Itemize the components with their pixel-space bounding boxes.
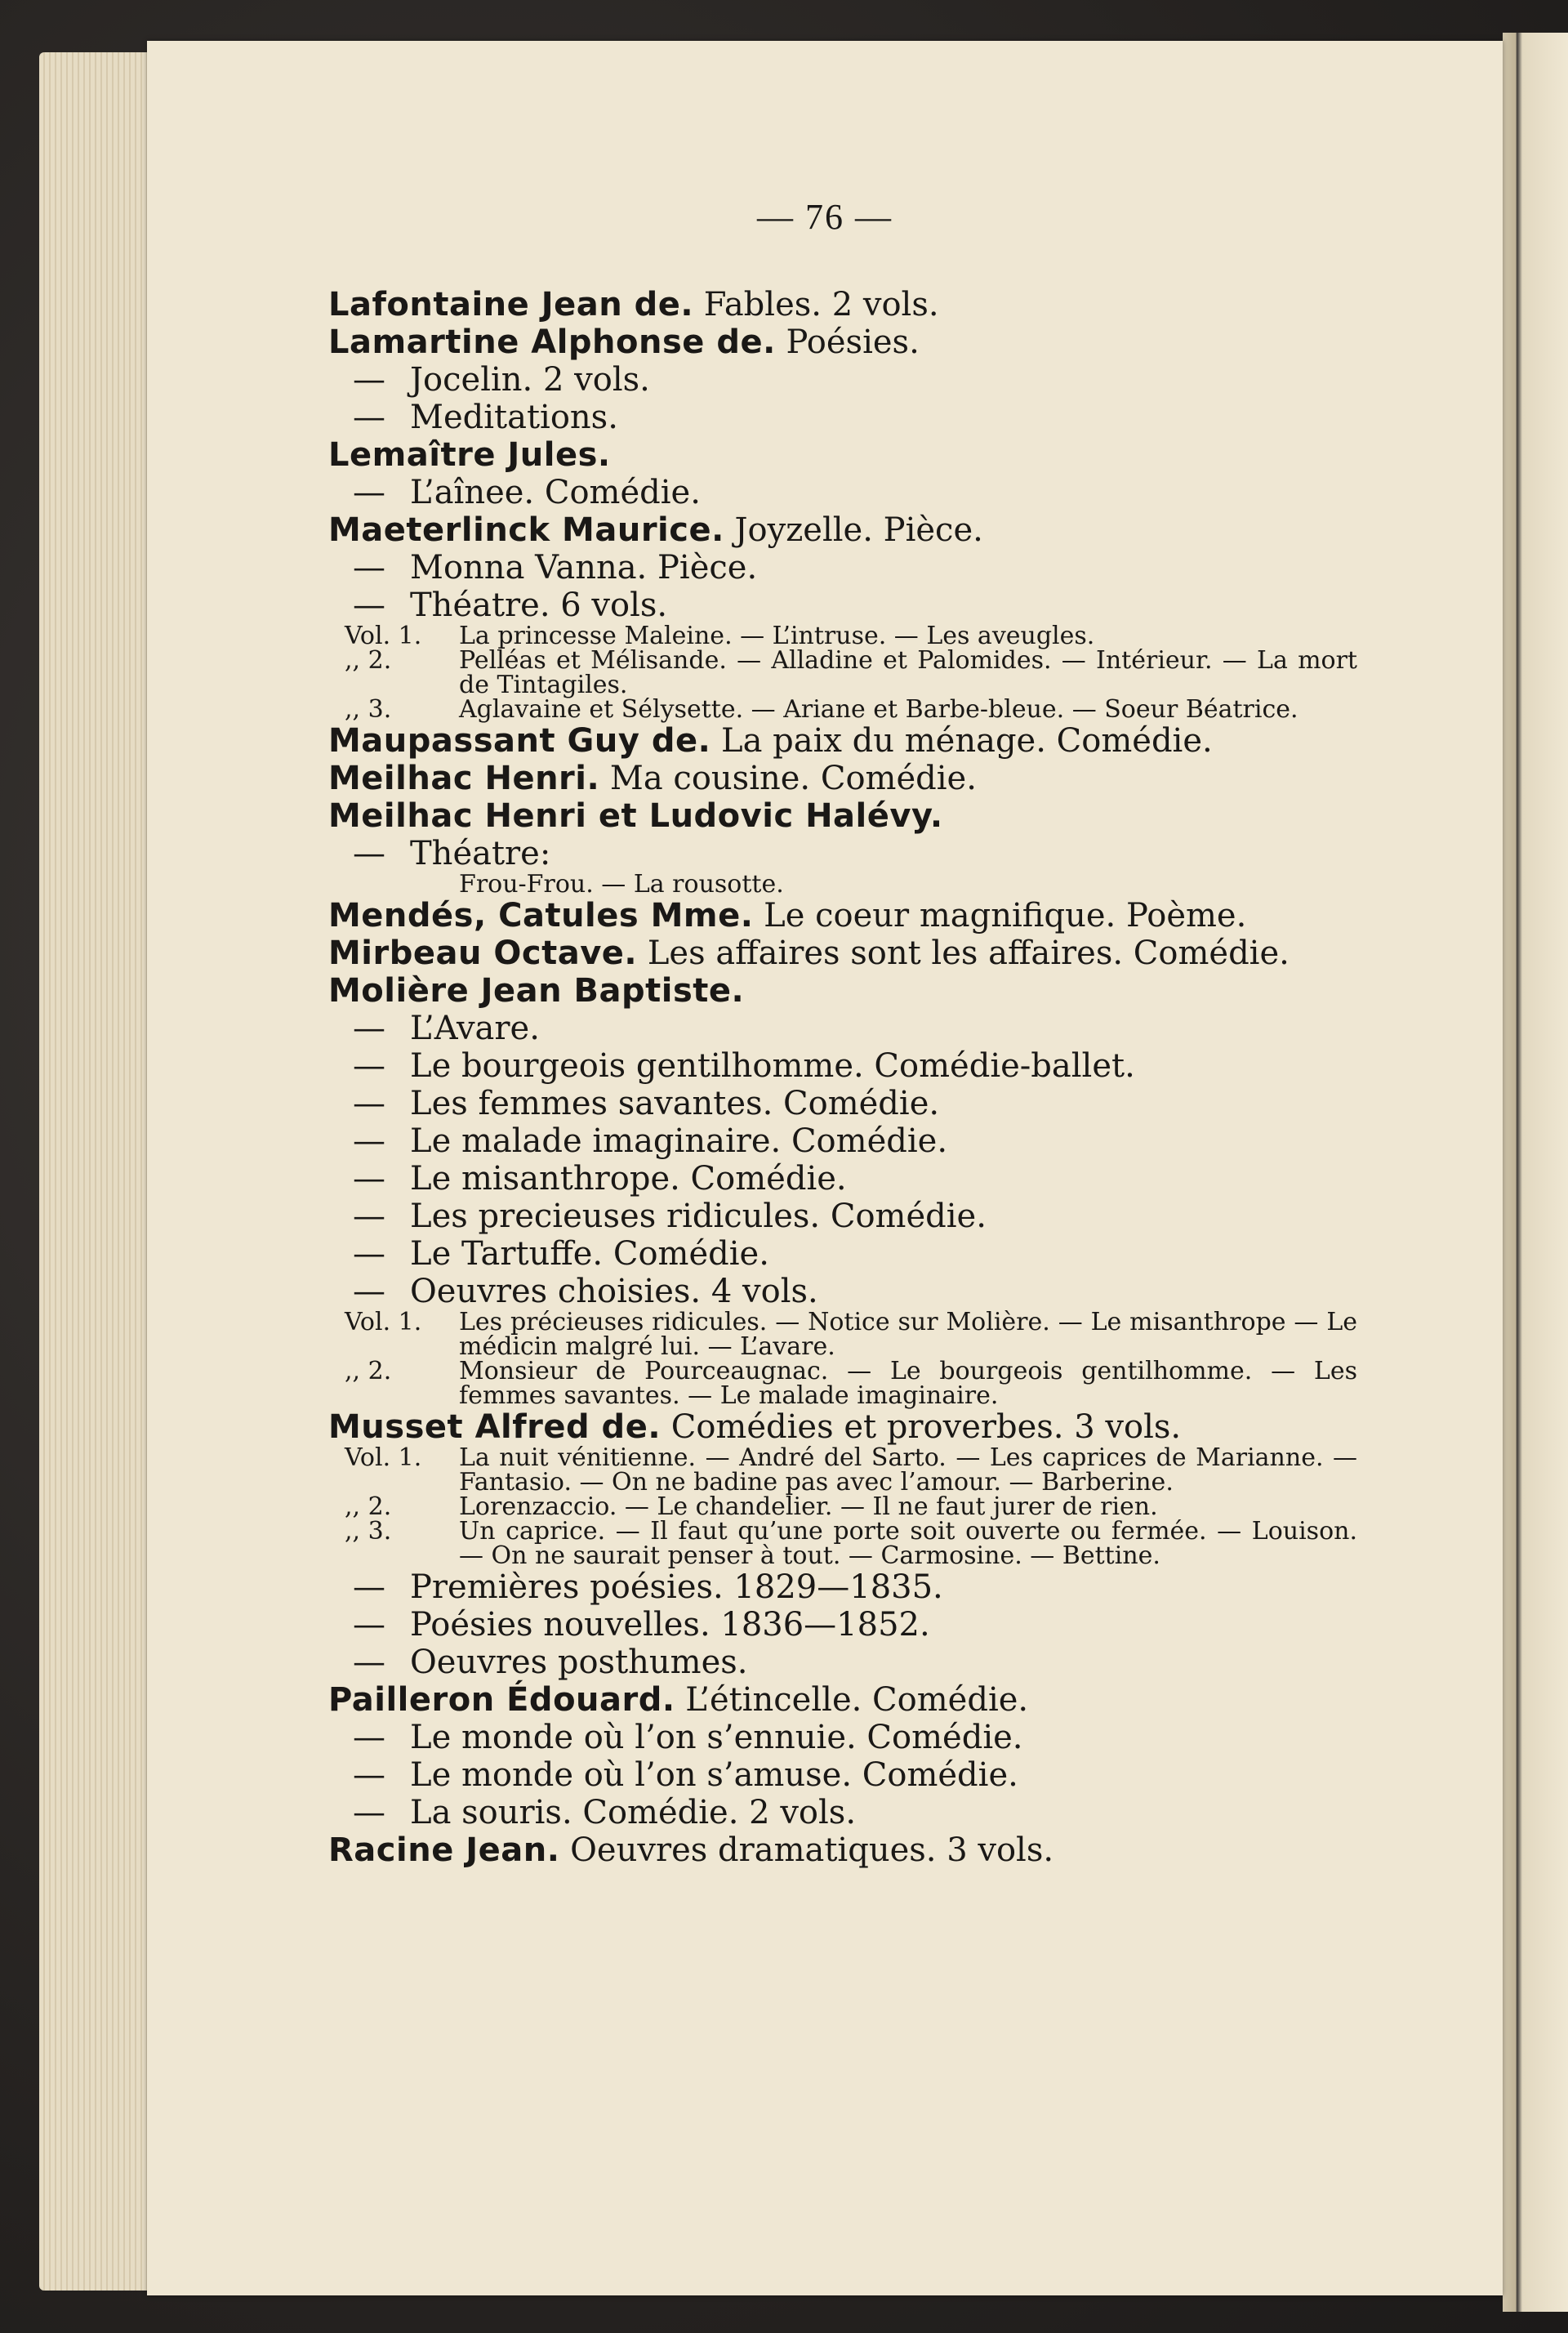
work-title: Les femmes savantes. Comédie. bbox=[410, 1085, 940, 1122]
catalog-entry-work-line bbox=[328, 361, 1390, 399]
ditto-dash: — bbox=[353, 1085, 385, 1122]
catalog-entry-author-line bbox=[328, 935, 1390, 972]
author-name: Molière Jean Baptiste. bbox=[328, 972, 745, 1010]
facing-page-edge bbox=[1503, 33, 1568, 2312]
catalog-entry-work-line bbox=[328, 1122, 1390, 1160]
work-title: Théatre: bbox=[410, 835, 551, 872]
ditto-dash: — bbox=[353, 1047, 385, 1085]
author-name: Lemaître Jules. bbox=[328, 436, 611, 474]
catalog-entry-author-line bbox=[328, 797, 1390, 835]
catalog-entry-work-line bbox=[328, 1047, 1390, 1085]
volume-text: Aglavaine et Sélysette. — Ariane et Barbe-bleue. — Soeur Béatrice. bbox=[459, 695, 1298, 724]
volume-number: ,, 3. bbox=[345, 1517, 392, 1546]
author-name: Lamartine Alphonse de. bbox=[328, 323, 776, 361]
ditto-dash: — bbox=[353, 1644, 385, 1681]
work-title: Poésies nouvelles. 1836—1852. bbox=[410, 1606, 930, 1644]
volume-contents bbox=[328, 646, 1390, 699]
catalog-entry-author-line bbox=[328, 972, 1390, 1010]
ditto-dash: — bbox=[353, 1235, 385, 1273]
volume-contents bbox=[328, 1443, 1390, 1497]
volume-text: Un caprice. — Il faut qu’une porte soit ouverte ou fermée. — Louison. — On ne saurait penser à tout. — Carmosine. — Bettine. bbox=[459, 1517, 1357, 1570]
catalog-entry-work-line bbox=[328, 474, 1390, 511]
work-title: L’aînee. Comédie. bbox=[410, 474, 701, 511]
ditto-dash: — bbox=[353, 549, 385, 587]
volume-contents bbox=[328, 1310, 1390, 1359]
volume-text: La nuit vénitienne. — André del Sarto. — Les caprices de Marianne. — Fantasio. — On ne badine pas avec l’amour. — Barberine. bbox=[459, 1443, 1357, 1497]
work-title: La paix du ménage. Comédie. bbox=[710, 722, 1213, 760]
catalog-entry-author-line bbox=[328, 286, 1390, 323]
volume-number: Vol. 1. bbox=[345, 1308, 422, 1336]
volume-text: Monsieur de Pourceaugnac. — Le bourgeois gentilhomme. — Les femmes savantes. — Le malade imaginaire. bbox=[459, 1357, 1357, 1410]
ditto-dash: — bbox=[353, 474, 385, 511]
author-name: Meilhac Henri. bbox=[328, 760, 600, 797]
catalog-entry-author-line bbox=[328, 1681, 1390, 1719]
ditto-dash: — bbox=[353, 1198, 385, 1235]
work-title: Le Tartuffe. Comédie. bbox=[410, 1235, 769, 1273]
volume-contents bbox=[328, 695, 1390, 724]
catalog-entry-author-line bbox=[328, 323, 1390, 361]
volume-contents bbox=[328, 1519, 1390, 1568]
volume-text: Pelléas et Mélisande. — Alladine et Palomides. — Intérieur. — La mort de Tintagiles. bbox=[459, 646, 1357, 699]
ditto-dash: — bbox=[353, 1719, 385, 1756]
ditto-dash: — bbox=[353, 1794, 385, 1831]
volume-text: Les précieuses ridicules. — Notice sur Molière. — Le misanthrope — Le médicin malgré lui. — L’avare. bbox=[459, 1308, 1357, 1361]
catalog-entry-author-line bbox=[328, 1831, 1390, 1869]
ditto-dash: — bbox=[353, 361, 385, 399]
work-title: Les precieuses ridicules. Comédie. bbox=[410, 1198, 987, 1235]
catalog-entry-work-line bbox=[328, 549, 1390, 587]
work-title: Fables. 2 vols. bbox=[693, 286, 939, 323]
work-title: Le monde où l’on s’ennuie. Comédie. bbox=[410, 1719, 1023, 1756]
author-name: Mendés, Catules Mme. bbox=[328, 897, 754, 935]
work-title: Le bourgeois gentilhomme. Comédie-ballet. bbox=[410, 1047, 1135, 1085]
work-title: Monna Vanna. Pièce. bbox=[410, 549, 758, 587]
work-title: Le malade imaginaire. Comédie. bbox=[410, 1122, 948, 1160]
author-name: Meilhac Henri et Ludovic Halévy. bbox=[328, 797, 943, 835]
volume-contents bbox=[328, 624, 1390, 649]
catalog-entry-work-line bbox=[328, 1719, 1390, 1756]
work-title: Joyzelle. Pièce. bbox=[724, 511, 983, 549]
volume-text: La princesse Maleine. — L’intruse. — Les aveugles. bbox=[459, 622, 1095, 650]
author-name: Racine Jean. bbox=[328, 1831, 560, 1869]
work-title: Théatre. 6 vols. bbox=[410, 587, 668, 624]
page-number: — 76 — bbox=[757, 197, 893, 237]
ditto-dash: — bbox=[353, 1568, 385, 1606]
work-title: Oeuvres choisies. 4 vols. bbox=[410, 1273, 818, 1310]
work-title: Oeuvres dramatiques. 3 vols. bbox=[559, 1831, 1054, 1869]
catalog-entry-work-line bbox=[328, 587, 1390, 624]
catalog-entry-author-line bbox=[328, 897, 1390, 935]
catalog-entry-work-line bbox=[328, 1235, 1390, 1273]
work-title: Comédies et proverbes. 3 vols. bbox=[661, 1408, 1182, 1446]
volume-text: Frou-Frou. — La rousotte. bbox=[459, 870, 784, 899]
catalog-entry-work-line bbox=[328, 1010, 1390, 1047]
ditto-dash: — bbox=[353, 1273, 385, 1310]
book-page bbox=[147, 41, 1503, 2295]
ditto-dash: — bbox=[353, 399, 385, 436]
ditto-dash: — bbox=[353, 587, 385, 624]
work-title: Le coeur magnifique. Poème. bbox=[753, 897, 1247, 935]
author-name: Maupassant Guy de. bbox=[328, 722, 711, 760]
catalog-entry-work-line bbox=[328, 1273, 1390, 1310]
catalog-entry-work-line bbox=[328, 1568, 1390, 1606]
ditto-dash: — bbox=[353, 1606, 385, 1644]
catalog-entry-author-line bbox=[328, 436, 1390, 474]
catalog-entry-work-line bbox=[328, 1198, 1390, 1235]
catalog-entry-work-line bbox=[328, 835, 1390, 872]
volume-contents bbox=[328, 1492, 1390, 1521]
volume-contents bbox=[328, 872, 1390, 897]
volume-number: ,, 3. bbox=[345, 695, 392, 724]
catalog-entry-work-line bbox=[328, 1794, 1390, 1831]
catalog-entry-work-line bbox=[328, 1644, 1390, 1681]
volume-contents bbox=[328, 1359, 1390, 1408]
catalog-entry-author-line bbox=[328, 760, 1390, 797]
ditto-dash: — bbox=[353, 1010, 385, 1047]
volume-number: Vol. 1. bbox=[345, 622, 422, 650]
work-title: Les affaires sont les affaires. Comédie. bbox=[637, 935, 1290, 972]
page-stack-edge bbox=[39, 52, 154, 2291]
volume-number: Vol. 1. bbox=[345, 1443, 422, 1472]
volume-number: ,, 2. bbox=[345, 1492, 392, 1521]
work-title: Le misanthrope. Comédie. bbox=[410, 1160, 847, 1198]
catalog-entry-work-line bbox=[328, 1756, 1390, 1794]
catalog-entry-work-line bbox=[328, 399, 1390, 436]
work-title: Premières poésies. 1829—1835. bbox=[410, 1568, 943, 1606]
work-title: Meditations. bbox=[410, 399, 618, 436]
volume-text: Lorenzaccio. — Le chandelier. — Il ne faut jurer de rien. bbox=[459, 1492, 1158, 1521]
volume-number: ,, 2. bbox=[345, 1357, 392, 1385]
work-title: Le monde où l’on s’amuse. Comédie. bbox=[410, 1756, 1018, 1794]
author-name: Maeterlinck Maurice. bbox=[328, 511, 724, 549]
catalog-entry-author-line bbox=[328, 1408, 1390, 1446]
work-title: Poésies. bbox=[775, 323, 920, 361]
ditto-dash: — bbox=[353, 1756, 385, 1794]
ditto-dash: — bbox=[353, 1160, 385, 1198]
ditto-dash: — bbox=[353, 1122, 385, 1160]
author-name: Musset Alfred de. bbox=[328, 1408, 662, 1446]
work-title: Ma cousine. Comédie. bbox=[599, 760, 977, 797]
catalog-entry-author-line bbox=[328, 511, 1390, 549]
work-title: L’étincelle. Comédie. bbox=[675, 1681, 1029, 1719]
work-title: Oeuvres posthumes. bbox=[410, 1644, 748, 1681]
author-name: Lafontaine Jean de. bbox=[328, 286, 694, 323]
author-name: Mirbeau Octave. bbox=[328, 935, 638, 972]
catalog-entry-work-line bbox=[328, 1085, 1390, 1122]
author-name: Pailleron Édouard. bbox=[328, 1681, 675, 1719]
work-title: La souris. Comédie. 2 vols. bbox=[410, 1794, 857, 1831]
catalog-entries bbox=[328, 286, 1390, 1869]
catalog-entry-author-line bbox=[328, 722, 1390, 760]
ditto-dash: — bbox=[353, 835, 385, 872]
work-title: Jocelin. 2 vols. bbox=[410, 361, 650, 399]
catalog-entry-work-line bbox=[328, 1160, 1390, 1198]
volume-number: ,, 2. bbox=[345, 646, 392, 675]
catalog-entry-work-line bbox=[328, 1606, 1390, 1644]
work-title: L’Avare. bbox=[410, 1010, 540, 1047]
